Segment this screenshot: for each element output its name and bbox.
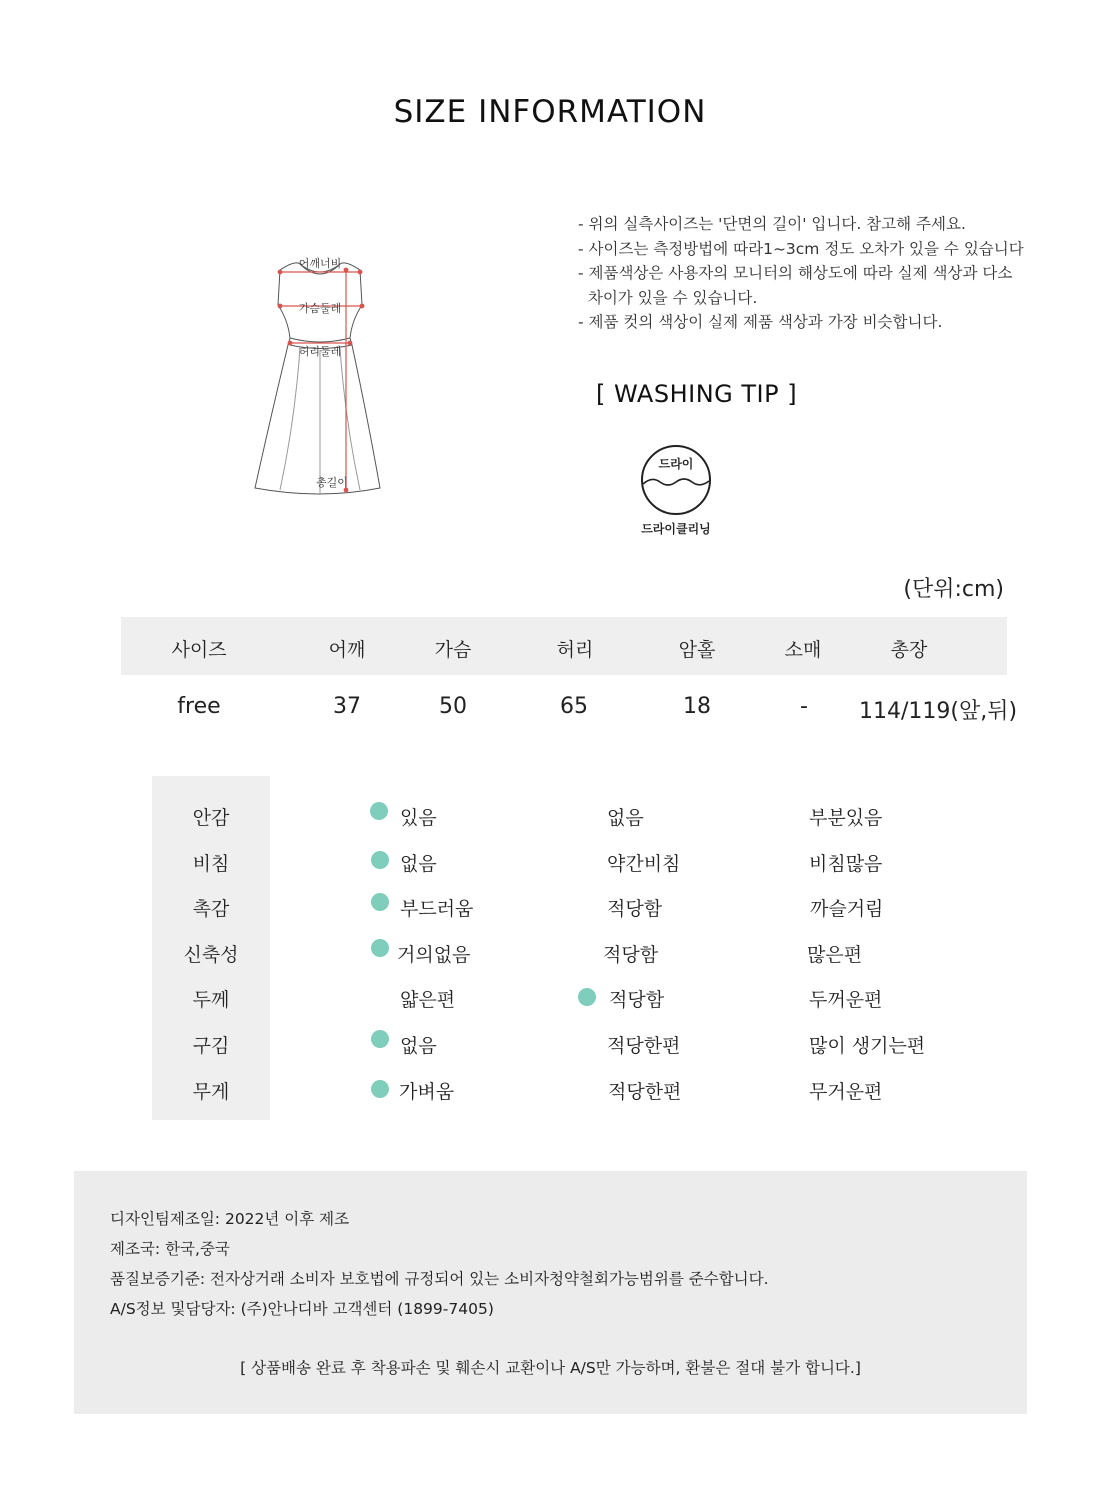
property-label-sheerness: 비침	[192, 853, 230, 875]
info-as-contact: A/S정보 및담당자: (주)안나디바 고객센터 (1899-7405)	[110, 1300, 494, 1318]
label-length: 총길이	[316, 476, 348, 489]
size-notes	[578, 212, 1024, 335]
property-label-weight: 무게	[192, 1081, 230, 1103]
property-label-wrinkle: 구김	[192, 1035, 230, 1057]
note-line: - 제품색상은 사용자의 모니터의 해상도에 따라 실제 색상과 다소	[578, 264, 1013, 282]
option-thickness-3: 두꺼운편	[809, 989, 883, 1011]
label-chest: 가슴둘레	[298, 302, 342, 315]
selected-dot	[370, 802, 388, 820]
option-texture-2: 적당함	[607, 898, 663, 920]
option-texture-3: 까슬거림	[810, 898, 884, 920]
washing-tip-title: [ WASHING TIP ]	[596, 380, 798, 408]
label-waist: 허리둘레	[298, 345, 342, 358]
option-lining-3: 부분있음	[809, 807, 883, 829]
property-label-texture: 촉감	[192, 898, 230, 920]
option-texture-1: 부드러움	[400, 898, 474, 920]
header-waist: 허리	[556, 639, 594, 661]
note-line: 차이가 있을 수 있습니다.	[578, 288, 758, 307]
selected-dot	[371, 893, 389, 911]
option-stretch-1: 거의없음	[397, 944, 471, 966]
property-label-stretch: 신축성	[183, 944, 239, 966]
header-length: 총장	[890, 639, 928, 661]
dry-clean-icon	[638, 444, 714, 516]
option-wrinkle-3: 많이 생기는편	[809, 1035, 926, 1057]
dress-diagram	[240, 250, 400, 510]
option-weight-1: 가벼움	[399, 1081, 455, 1103]
option-wrinkle-1: 없음	[400, 1035, 437, 1057]
info-country: 제조국: 한국,중국	[110, 1240, 230, 1258]
unit-label: (단위:cm)	[903, 577, 1004, 602]
option-weight-3: 무거운편	[809, 1081, 883, 1103]
info-manufacture-date: 디자인팀제조일: 2022년 이후 제조	[110, 1210, 350, 1228]
option-thickness-2: 적당함	[609, 989, 665, 1011]
value-sleeve: -	[800, 694, 808, 719]
header-shoulder: 어깨	[328, 639, 366, 661]
option-sheerness-1: 없음	[400, 853, 437, 875]
page-title: SIZE INFORMATION	[393, 94, 707, 130]
label-shoulder: 어깨너비	[298, 257, 342, 270]
value-shoulder: 37	[333, 694, 361, 719]
option-weight-2: 적당한편	[608, 1081, 682, 1103]
value-chest: 50	[439, 694, 467, 719]
option-lining-1: 있음	[400, 807, 437, 829]
dry-clean-icon-text: 드라이	[658, 457, 694, 471]
selected-dot	[371, 1030, 389, 1048]
selected-dot	[578, 988, 596, 1006]
property-label-thickness: 두께	[192, 989, 230, 1011]
option-sheerness-3: 비침많음	[809, 853, 883, 875]
header-sleeve: 소매	[784, 639, 822, 661]
option-stretch-3: 많은편	[807, 944, 863, 966]
property-label-lining: 안감	[192, 807, 230, 829]
value-size: free	[177, 694, 221, 719]
header-armhole: 암홀	[678, 639, 716, 661]
option-thickness-1: 얇은편	[400, 989, 456, 1011]
note-line: - 제품 컷의 색상이 실제 제품 색상과 가장 비슷합니다.	[578, 313, 943, 331]
selected-dot	[371, 1080, 389, 1098]
note-line: - 사이즈는 측정방법에 따라1~3cm 정도 오차가 있을 수 있습니다	[578, 239, 1024, 258]
option-sheerness-2: 약간비침	[607, 853, 681, 875]
selected-dot	[371, 851, 389, 869]
info-quality-standard: 품질보증기준: 전자상거래 소비자 보호법에 규정되어 있는 소비자청약철회가능범위를 준수합니다.	[110, 1270, 769, 1288]
value-length: 114/119(앞,뒤)	[858, 699, 1018, 724]
refund-notice: [ 상품배송 완료 후 착용파손 및 훼손시 교환이나 A/S만 가능하며, 환불은 절대 불가 합니다.]	[240, 1359, 861, 1377]
header-size: 사이즈	[171, 639, 227, 661]
dry-clean-label: 드라이클리닝	[641, 522, 711, 536]
header-chest: 가슴	[434, 639, 472, 661]
note-line: - 위의 실측사이즈는 '단면의 길이' 입니다. 참고해 주세요.	[578, 215, 966, 233]
option-stretch-2: 적당함	[603, 944, 659, 966]
value-armhole: 18	[683, 694, 711, 719]
option-wrinkle-2: 적당한편	[607, 1035, 681, 1057]
selected-dot	[371, 939, 389, 957]
value-waist: 65	[560, 694, 588, 719]
option-lining-2: 없음	[607, 807, 644, 829]
